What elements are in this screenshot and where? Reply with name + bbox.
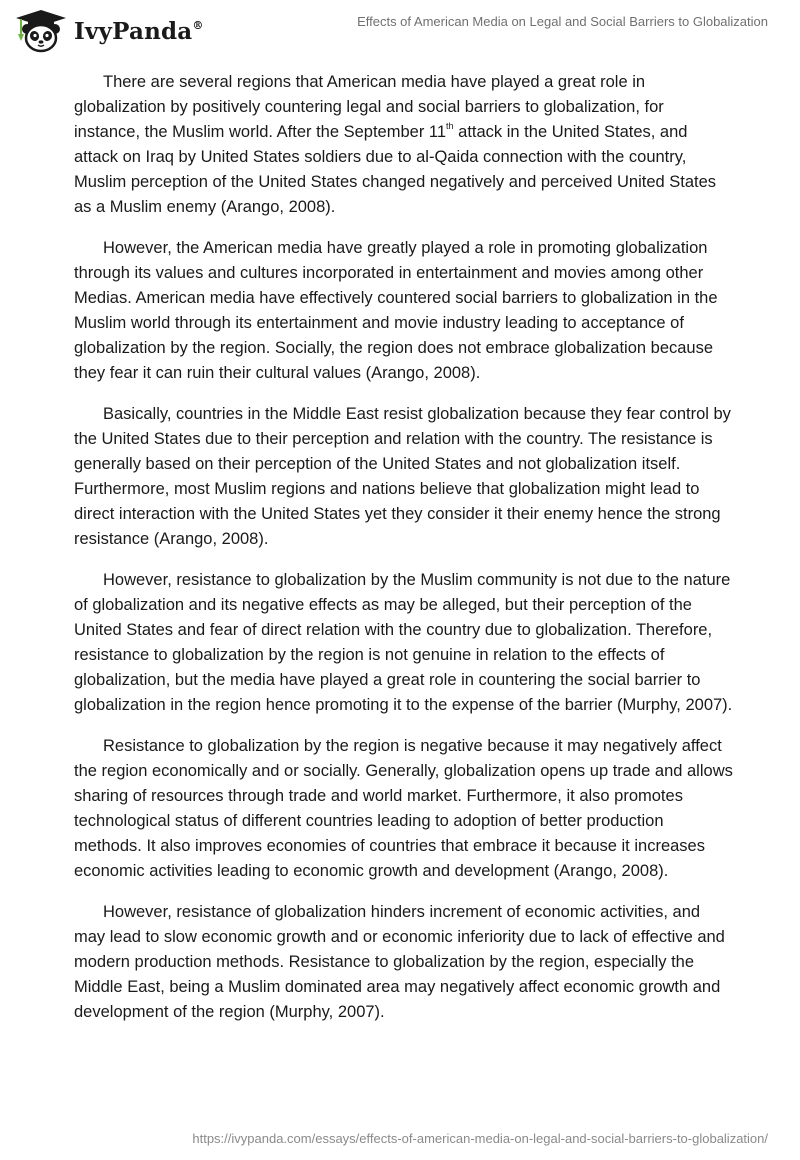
ordinal-suffix: th [446, 121, 454, 131]
document-title: Effects of American Media on Legal and Social Barriers to Globalization [357, 14, 768, 29]
paragraph-1-text-end: attack in the United States, and attack on Iraq by United States soldiers due to al-Qaida connection with the country, Muslim perception of the United States changed negatively and perceived United States as a Muslim enemy (Arango, 2008). [74, 123, 717, 216]
paragraph-4: However, resistance to globalization by the Muslim community is not due to the nature of globalization and its negative effects as may be alleged, but their perception of the United States and fear of direct relation with the country due to globalization. Therefore, resistance to globalization by the region is not genuine in relation to the effects of globalization, but the media have played a great role in countering the social barrier to globalization in the region hence promoting it to the expense of the barrier (Murphy, 2007). [74, 571, 733, 714]
ivypanda-logo[interactable] [14, 8, 204, 54]
brand-text: IvyPanda [74, 17, 193, 45]
source-url[interactable]: https://ivypanda.com/essays/effects-of-american-media-on-legal-and-social-barriers-to-globalization/ [192, 1131, 768, 1146]
paragraph-1 [74, 70, 734, 220]
panda-graduate-icon [14, 8, 68, 54]
page-header [0, 0, 800, 60]
essay-body [74, 70, 734, 1041]
brand-name [74, 18, 204, 45]
paragraph-5: Resistance to globalization by the region is negative because it may negatively affect the region economically and or socially. Generally, globalization opens up trade and allows sharing of resources through trade and world market. Furthermore, it also promotes technological status of different countries leading to adoption of better production methods. It also improves economies of countries that embrace it because it increases economic activities leading to economic growth and development (Arango, 2008). [74, 737, 733, 880]
paragraph-6: However, resistance of globalization hinders increment of economic activities, and may lead to slow economic growth and or economic inferiority due to lack of effective and modern production methods. Resistance to globalization by the region, especially the Middle East, being a Muslim dominated area may negatively affect economic growth and development of the region (Murphy, 2007). [74, 903, 725, 1021]
registered-mark: ® [192, 18, 204, 32]
paragraph-1-text-start: There are several regions that American media have played a great role in globalization by positively countering legal and social barriers to globalization, for instance, the Muslim world. After the September 11 [74, 73, 664, 141]
paragraph-3: Basically, countries in the Middle East resist globalization because they fear control by the United States due to their perception and relation with the country. The resistance is generally based on their perception of the United States and not globalization itself. Furthermore, most Muslim regions and nations believe that globalization might lead to direct interaction with the United States yet they consider it their enemy hence the strong resistance (Arango, 2008). [74, 405, 731, 548]
paragraph-2: However, the American media have greatly played a role in promoting globalization through its values and cultures incorporated in entertainment and movies among other Medias. American media have effectively countered social barriers to globalization in the Muslim world through its entertainment and movie industry leading to acceptance of globalization by the region. Socially, the region does not embrace globalization because they fear it can ruin their cultural values (Arango, 2008). [74, 239, 718, 382]
